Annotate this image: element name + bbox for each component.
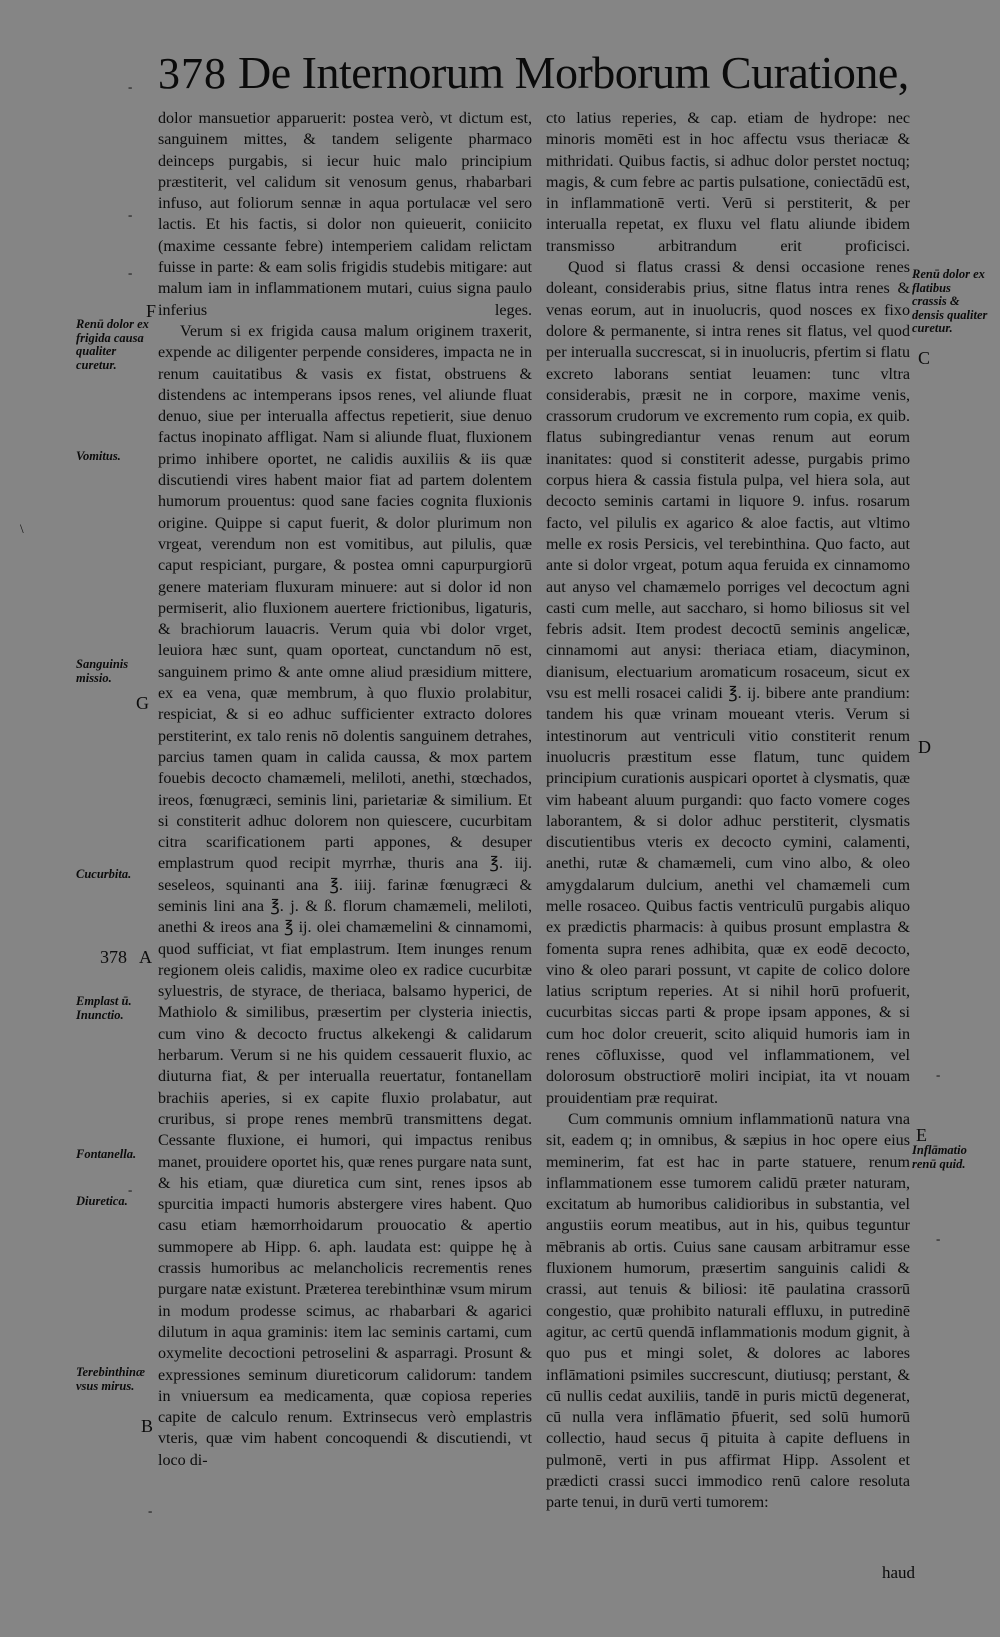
margin-note-flatus: Renū dolor ex flatibus crassis & densis qualiter curetur. [912,267,988,335]
paragraph: dolor mansuetior apparuerit: postea verò, vt dictum est, sanguinem mittes, & tandem seligente pharmaco deinceps purgabis, si iecur huic malo principium præstiterit, vel calidum sit venosum genus, rhabarbari infuso, aut foliorum sennæ in aqua portulacæ vel sero lactis. Et his factis, si dolor non quieuerit, coniicito (maxime cessante febre) intemperiem calidam relictam fuisse in parte: & eam solis frigidis studebis mitigare: aut malum iam in inflammationem mutari, cuius signa paulo inferius leges. [158,110,532,319]
margin-mark: - [128,207,133,222]
margin-mark: - [128,79,133,94]
margin-note-diuretica: Diuretica. [76,1194,128,1208]
margin-mark: \ [20,521,24,536]
section-letter-e: E [916,1125,927,1145]
paragraph: Verum si ex frigida causa malum originem traxerit, expende ac diligenter perpende consideres, impacta ne in renum cauitatibus & vasis ex fistat, obstruens & distendens ac intemperans ipsos renes, vel aliunde fluat denuo, siue per interualla affectus repetierit, siue denuo factus inopinato affligat. Nam si aliunde fluat, fluxionem primo inhibere oportet, ne calidis auxiliis & iis quæ discutiendi vires habent maior fiat ad partem dolentem humorum prouentus: quod sane facies cognita fluxionis origine. Quippe si caput fuerit, & dolor plurimum non vrgeat, verendum non est vomitibus, aut pilulis, quæ caput respiciant, purgare, & postea omni capurpurgiorū genere materiam fluxuram minuere: aut si dolor id non permiserit, alio fluxionem auertere frictionibus, ligaturis, & brachiorum lauacris. Verum quia vbi dolor vrget, leuiora hæc sunt, quam oporteat, cunctandum nō est, sanguinem primo & ante omne aliud præsidium mittere, ex ea vena, quæ membrum, à quo fluxio prolabitur, respiciat, & si eo adhuc sufficienter extracto dolores perstiterint, ex talo renis nō dolentis sanguinem detrahes, parcius tamen quam in calida caussa, & mox partem fouebis decocto chamæmeli, meliloti, anethi, stœchados, ireos, fœnugræci, seminis lini, parietariæ & similium. Et si constiterit adhuc dolorem non quiescere, cucurbitam citra scarificationem parti appones, & desuper emplastrum quod recipit myrrhæ, thuris ana ℥. iij. seseleos, squinanti ana ℥. iiij. farinæ fœnugræci & seminis lini ana ℥. j. & ß. florum chamæmeli, meliloti, anethi & ireos ana ℥ ij. olei chamæmelini & cinnamomi, quod sufficiat, vt fiat emplastrum. Item inunges renum regionem oleis calidis, maxime oleo ex radice cucurbitæ syluestris, de styrace, de theriaca, balsamo hyperici, de Mathiolo & similibus, præsertim per clysteria iniectis, cum vino & decocto fructus alkekengi & calidarum herbarum. Verum si ne his quidem cessauerit fluxio, ac diuturna fiat, & per interualla reuertatur, fontanellam brachiis aperies, si ex capite fluxio prolabatur, aut cruribus, si prope renes membrū transmittens degat. Cessante fluxione, ei humori, qui impactus renibus manet, prouidere oportet his, quæ renes purgare nata sunt, & his etiam, quæ diuretica cum sint, renes ipsos ab spurcitia impacti humoris abstergere vires habent. Quo casu etiam hæmorrhoidarum prouocatio & apertio summopere ab Hipp. 6. aph. laudata est: quippe hę à crassis humoribus ac melancholicis recrementis renes purgare natæ existunt. Præterea terebinthinæ vsum mirum in modum prodesse scimus, ac rhabarbari & agarici dilutum in aqua graminis: item lac seminis cartami, cum oxymelite decoctioni petroselini & asparragi. Prosunt & expressiones seminum diureticorum calidorum: tandem in vniuersum ea medicamenta, quæ copiosa reperies capite de calculo renum. Extrinsecus verò emplastris vteris, quæ vim habent concoquendi & discutiendi, vt loco di- [158,322,532,1469]
margin-mark: - [128,1182,133,1197]
section-page-number: 378 [100,947,127,967]
margin-note-vomitus: Vomitus. [76,449,121,463]
right-column [546,108,910,1514]
margin-mark: - [128,265,133,280]
margin-note-frigida: Renū dolor ex frigida causa qualiter curetur. [76,317,149,372]
margin-mark: - [148,1503,153,1518]
section-letter-c: C [918,348,931,368]
section-letter-b: B [141,1416,154,1436]
section-letter-g: G [136,693,149,713]
page-number: 378 [158,49,227,98]
margin-note-cucurbita: Cucurbita. [76,867,132,881]
paragraph: Quod si flatus crassi & densi occasione renes doleant, considerabis prius, sitne flatus intra renes & venas eorum, aut in inuolucris, quod nosces ex fixo dolore & permanente, si intra renes sit flatus, vel quod per interualla succrescat, si in inuolucris, pfertim si flatu excreto laborans sentiat leuamen: tunc vltra considerabis, præsit ne in corpore, maxime venis, crassorum crudorum ve excremento rum copia, ex quib. flatus subingrediantur venas renum aut eorum inanitates: quod si constiterit adesse, purgabis primo corpus hiera & cassia fistula pulpa, vel hiera sola, aut decocto seminis cartami in liquore 9. infus. rosarum facto, vel pilulis ex agarico & aloe factis, aut vltimo melle ex rosis Persicis, vel terebinthina. Quo facto, aut ante si dolor vrgeat, potum aqua feruida ex cinnamomo aut anyso vel chamæmelo porriges vel decoctum agni casti cum melle, aut saccharo, si homo biliosus sit vel febris adsit. Item prodest decoctū seminis angelicæ, cinnamomi aut anysi: theriaca etiam, diacyminon, dianisum, electuarium aromaticum rosaceum, sicut ex vsu est melli rosacei calidi ℥. ij. bibere ante prandium: tandem his quæ vrinam moueant vteris. Verum si intestinorum aut ventriculi vitio constiterit renum inuolucris præstitum esse flatum, tunc quidem principium curationis auspicari oportet à clysmatis, quæ vim habeant aluum purgandi: quo facto vomere coges laborantem, & si dolor adhuc perstiterit, clysmatis discutientibus vteris ex decocto cymini, calamenti, anethi, rutæ & chamæmeli, cum vino albo, & oleo amygdalarum dulcium, anethi vel chamæmeli cum melle rosaceo. Quibus factis ventriculū purgabis aliquo ex prædictis pharmacis: à quibus prosunt emplastra & fomenta supra renes adhibita, quæ ex eodē decocto, vino & oleo parari possunt, vt capite de colico dolore latius scriptum reperies. At si nihil horū profuerit, cucurbitas siccas parti & prope ipsam appones, & si cum hoc dolor creuerit, scito aliquid humoris iam in renes cōfluxisse, quod vel inflammationem, vel dolorosum obstructiorē moliri incipiat, ita vt nouam prouidentiam præ requirat. [546,259,910,1107]
page-header [158,47,958,110]
section-letter-d: D [918,737,931,757]
margin-note-emplastrum: Emplast ū. Inunctio. [76,994,132,1022]
section-letter-f: F [146,301,157,321]
paragraph: Cum communis omnium inflammationū natura vna sit, eadem q; in omnibus, & sæpius in hoc opere eius meminerim, fat est hac in parte statuere, renum inflammationem esse tumorem calidū præter naturam, excitatum ab humoribus calidioribus in substantia, vel angustiis eorum meatibus, aut in his, quibus teguntur mēbranis ab ortis. Cuius sane causam arbitramur esse fluxionem humorum, præsertim sanguinis calidi & crassi, aut tenuis & biliosi: itē paulatina crassorū congestio, quæ prohibito naturali effluxu, in putredinē agitur, ac certū quendā inflammationis modum gignit, à quo pus et mingi solet, & dolores ac labores inflāmationi psimiles succrescunt, diutiusq; perstant, & cū nullis cedat auxiliis, tandē in puris mictū degenerat, cū nulla vera inflāmatio p̄fuerit, sed solū humorū collectio, haud secus q̄ pituita à capite defluens in pulmonē, verti in pus affirmat Hipp. Assolent et prædicti crassi succi immodico renū calore resoluta parte tenui, in durū verti tumorem: [546,1110,910,1512]
margin-note-inflammatio: Inflāmatio renū quid. [912,1143,967,1171]
running-title: De Internorum Morborum Curatione, [238,47,909,98]
section-letter-a: A [139,947,152,967]
catchword: haud [882,1563,916,1582]
margin-mark: - [936,1067,941,1082]
margin-mark: - [936,1231,941,1246]
left-column [158,108,532,1471]
margin-note-sanguinis: Sanguinis missio. [76,657,129,685]
margin-note-terebinthina: Terebinthinæ vsus mirus. [76,1365,146,1393]
margin-note-fontanella: Fontanella. [76,1147,137,1161]
paragraph: cto latius reperies, & cap. etiam de hydrope: nec minoris momēti est in hoc affectu vsus theriacæ & mithridati. Quibus factis, si adhuc dolor perstet noctuq; magis, & cum febre ac partis pulsatione, coniectādū est, in inflammationē verti. Verū si perstiterit, & per interualla repetat, ex fluxu vel flatu aliunde ibidem transmisso arbitrandum erit proficisci. [546,110,910,255]
